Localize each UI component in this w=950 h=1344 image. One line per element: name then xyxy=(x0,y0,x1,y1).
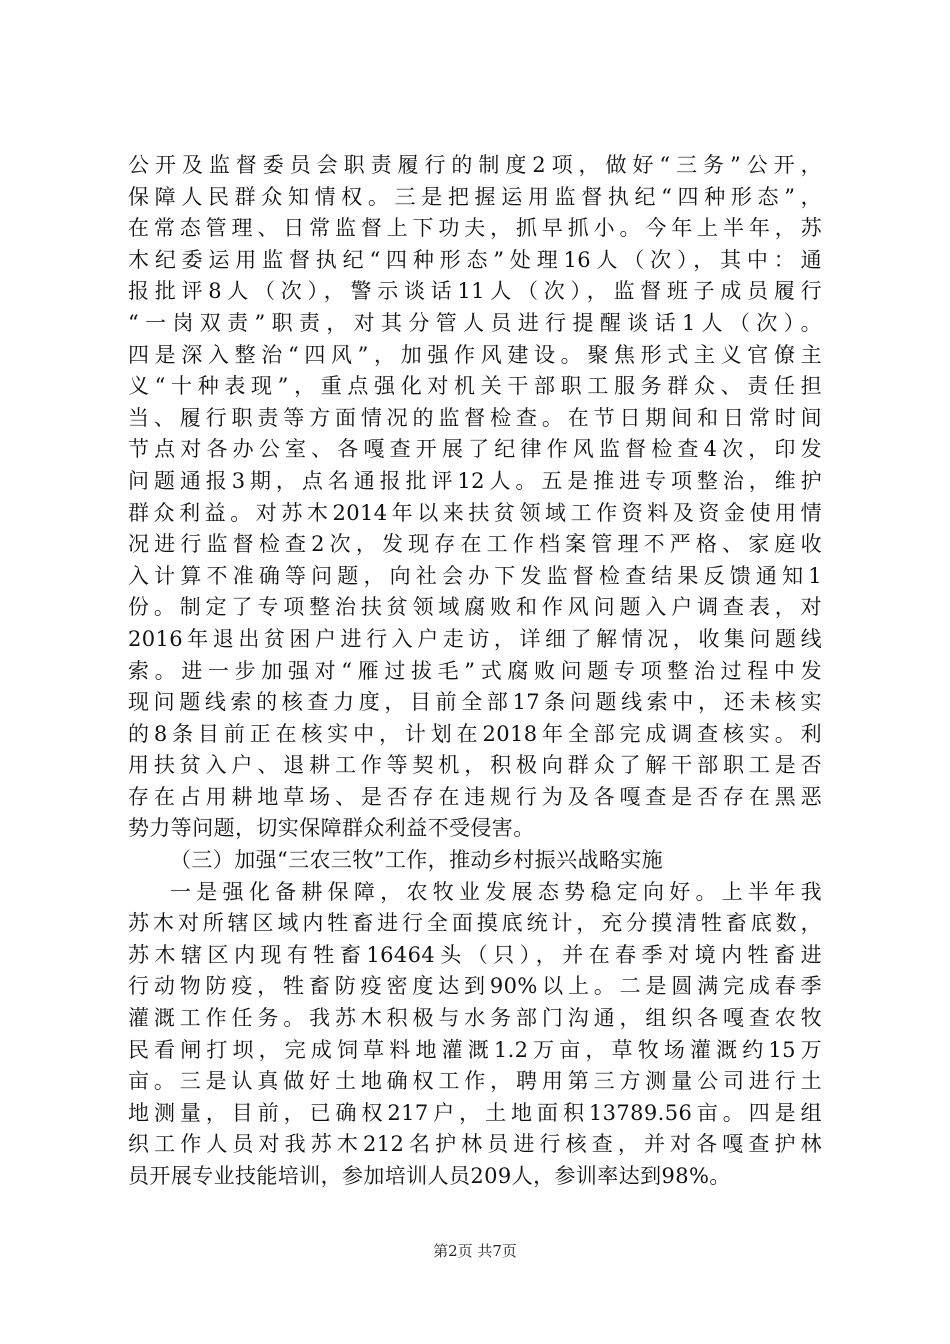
body-text xyxy=(128,150,822,1193)
text-line: 报批评8人（次），警示谈话11人（次），监督班子成员履行 xyxy=(128,279,822,304)
text-line: 保障人民群众知情权。三是把握运用监督执纪“四种形态”， xyxy=(128,184,822,209)
text-line: 节点对各办公室、各嘎查开展了纪律作风监督检查4次，印发 xyxy=(128,437,822,462)
text-line: 份。制定了专项整治扶贫领域腐败和作风问题入户调查表，对 xyxy=(128,595,822,620)
page-number-footer: 第2页 共7页 xyxy=(433,1242,517,1260)
text-line: 当、履行职责等方面情况的监督检查。在节日期间和日常时间 xyxy=(128,405,822,430)
text-line: 索。进一步加强对“雁过拔毛”式腐败问题专项整治过程中发 xyxy=(128,658,822,683)
text-line: 民看闸打坝，完成饲草料地灌溉1.2万亩，草牧场灌溉约15万 xyxy=(128,1037,822,1062)
text-line: 现问题线索的核查力度，目前全部17条问题线索中，还未核实 xyxy=(128,690,822,715)
text-line: 入计算不准确等问题，向社会办下发监督检查结果反馈通知1 xyxy=(128,563,822,588)
text-line: “一岗双责”职责，对其分管人员进行提醒谈话1人（次）。 xyxy=(128,310,822,335)
text-line: 问题通报3期，点名通报批评12人。五是推进专项整治，维护 xyxy=(128,468,822,493)
text-line: 的8条目前正在核实中，计划在2018年全部完成调查核实。利 xyxy=(128,721,822,746)
text-line: 况进行监督检查2次，发现存在工作档案管理不严格、家庭收 xyxy=(128,532,822,557)
text-line: 亩。三是认真做好土地确权工作，聘用第三方测量公司进行土 xyxy=(128,1069,822,1094)
text-line: 势力等问题，切实保障群众利益不受侵害。 xyxy=(128,816,535,841)
text-line: 公开及监督委员会职责履行的制度2项，做好“三务”公开， xyxy=(128,153,822,177)
text-line: 群众利益。对苏木2014年以来扶贫领域工作资料及资金使用情 xyxy=(128,500,822,525)
text-line: 在常态管理、日常监督上下功夫，抓早抓小。今年上半年，苏 xyxy=(128,216,822,241)
text-line: 灌溉工作任务。我苏木积极与水务部门沟通，组织各嘎查农牧 xyxy=(128,1006,822,1031)
text-line: 四是深入整治“四风”，加强作风建设。聚焦形式主义官僚主 xyxy=(128,342,822,367)
text-line: 地测量，目前，已确权217户，土地面积13789.56亩。四是组 xyxy=(128,1100,822,1125)
text-line: 行动物防疫，牲畜防疫密度达到90%以上。二是圆满完成春季 xyxy=(128,974,822,999)
text-line: 2016年退出贫困户进行入户走访，详细了解情况，收集问题线 xyxy=(128,626,822,651)
text-line: 木纪委运用监督执纪“四种形态”处理16人（次），其中：通 xyxy=(128,247,822,272)
text-line: 存在占用耕地草场、是否存在违规行为及各嘎查是否存在黑恶 xyxy=(128,784,822,809)
text-line: 一是强化备耕保障，农牧业发展态势稳定向好。上半年我 xyxy=(170,879,822,904)
section-heading: （三）加强“三农三牧”工作，推动乡村振兴战略实施 xyxy=(170,848,664,873)
text-line: 用扶贫入户、退耕工作等契机，积极向群众了解干部职工是否 xyxy=(128,753,822,778)
text-line: 苏木辖区内现有牲畜16464头（只），并在春季对境内牲畜进 xyxy=(128,942,822,967)
text-line: 织工作人员对我苏木212名护林员进行核查，并对各嘎查护林 xyxy=(128,1132,822,1157)
text-line: 员开展专业技能培训，参加培训人员209人，参训率达到98%。 xyxy=(128,1164,731,1188)
text-line: 苏木对所辖区域内牲畜进行全面摸底统计，充分摸清牲畜底数， xyxy=(128,911,822,936)
text-line: 义“十种表现”，重点强化对机关干部职工服务群众、责任担 xyxy=(128,374,822,399)
